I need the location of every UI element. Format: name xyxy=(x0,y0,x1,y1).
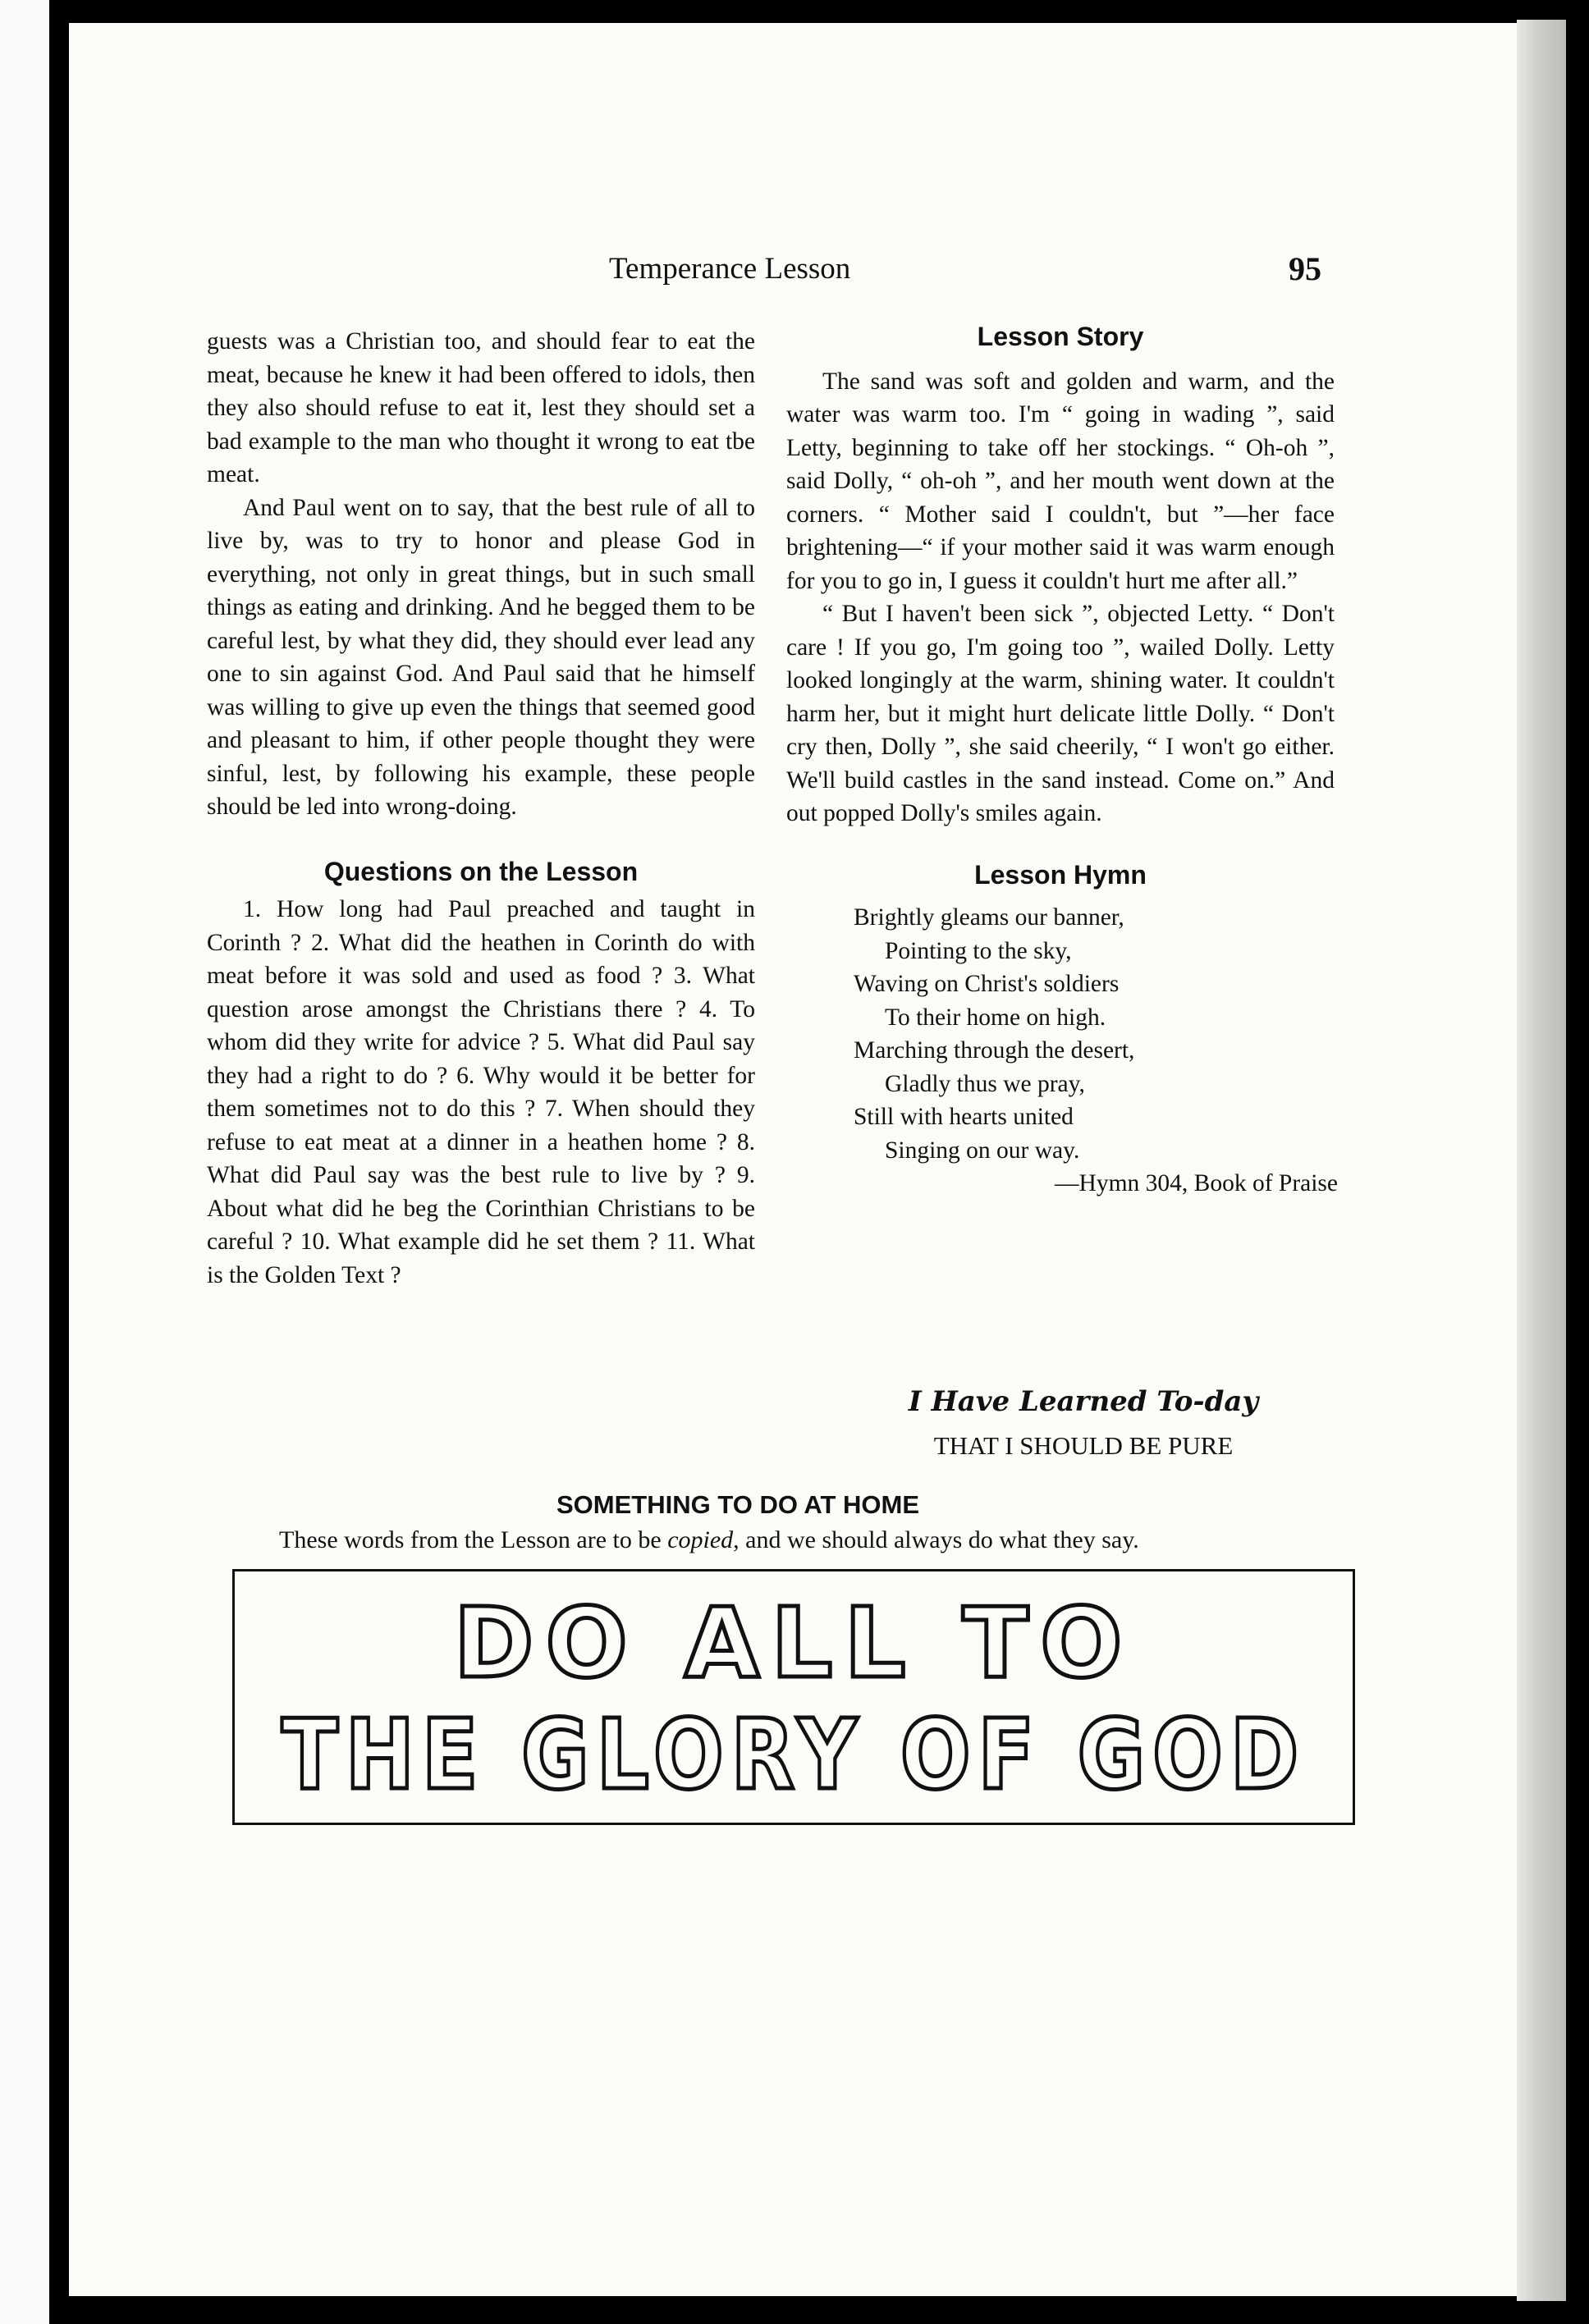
paragraph: And Paul went on to say, that the best rule of all to live by, was to try to honor and please God in everything, not only in great things, but in such small things as eating and drinking. And he begged them to be careful lest, by what they did, they should ever lead any one to sin against God. And Paul said that he himself was willing to give up even the things that seemed good and pleasant to him, if other people thought they were sinful, lest, by following his example, these people should be led into wrong-doing. xyxy=(207,494,755,820)
instructions-emphasis: copied xyxy=(667,1526,734,1553)
instructions-text: , and we should always do what they say. xyxy=(733,1526,1139,1553)
hymn-line: Pointing to the sky, xyxy=(885,937,1072,964)
learned-today-heading: I Have Learned To-day xyxy=(908,1385,1259,1418)
paragraph: guests was a Christian too, and should fear to eat the meat, because he knew it had been offered to idols, then they also should refuse to eat it, lest they should set a bad example to the man who thought it wrong to eat tbe meat. xyxy=(207,328,755,487)
motto-line-1: DO ALL TO xyxy=(453,1586,1134,1700)
hymn-line: Marching through the desert, xyxy=(854,1037,1135,1064)
lesson-story-heading: Lesson Story xyxy=(977,322,1144,351)
hymn-line: Still with hearts united xyxy=(854,1104,1074,1130)
previous-page-edge xyxy=(0,0,49,2324)
instructions-text: These words from the Lesson are to be xyxy=(279,1526,668,1553)
left-column xyxy=(207,325,755,1292)
page-number: 95 xyxy=(1289,250,1321,287)
hymn-source: —Hymn 304, Book of Praise xyxy=(1055,1170,1338,1196)
hymn-verse xyxy=(854,901,1338,1201)
right-column xyxy=(786,320,1338,1201)
story-paragraph: “ But I haven't been sick ”, objected Letty. “ Don't care ! If you go, I'm going too ”, wailed Dolly. Letty looked longingly at the warm, shining water. It couldn't harm her, but it might hurt delicate little Dolly. “ Don't cry then, Dolly ”, she said cheerily, “ I won't go either. We'll build castles in the sand instead. Come on.” And out popped Dolly's smiles again. xyxy=(786,601,1335,826)
learned-today-line: THAT I SHOULD BE PURE xyxy=(933,1431,1234,1460)
questions-text: 1. How long had Paul preached and taught in Corinth ? 2. What did the heathen in Corinth do with meat before it was sold and used as food ? 3. What question arose amongst the Christians there ? 4. To whom did they write for advice ? 5. What did Paul say they had a right to do ? 6. Why would it be better for them sometimes not to do this ? 7. When should they refuse to eat meat at a dinner in a heathen home ? 8. What did Paul say was the best rule to live by ? 9. About what did he beg the Corinthian Christians to be careful ? 10. What example did he set them ? 11. What is the Golden Text ? xyxy=(207,896,755,1288)
hymn-line: Brightly gleams our banner, xyxy=(854,904,1124,931)
hymn-line: Singing on our way. xyxy=(885,1137,1080,1164)
hymn-line: Waving on Christ's soldiers xyxy=(854,971,1120,997)
lesson-hymn-heading: Lesson Hymn xyxy=(974,859,1147,890)
motto-box xyxy=(232,1569,1355,1825)
home-instructions xyxy=(279,1526,1139,1554)
something-to-do-heading: SOMETHING TO DO AT HOME xyxy=(556,1490,920,1519)
page-edge-shadow xyxy=(1517,20,1566,2301)
hymn-line: To their home on high. xyxy=(885,1004,1106,1031)
motto-outline-lettering xyxy=(235,1571,1353,1823)
hymn-line: Gladly thus we pray, xyxy=(885,1070,1085,1097)
questions-heading: Questions on the Lesson xyxy=(323,856,639,886)
motto-line-2: THE GLORY OF GOD xyxy=(282,1698,1306,1811)
running-head: Temperance Lesson xyxy=(609,252,851,286)
story-paragraph: The sand was soft and golden and warm, and the water was warm too. I'm “ going in wading ”, said Letty, beginning to take off her stockings. “ Oh-oh ”, said Dolly, “ oh-oh ”, and her mouth went down at the corners. “ Mother said I couldn't, but ”—her face brightening—“ if your mother said it was warm enough for you to go in, I guess it couldn't hurt me after all.” xyxy=(786,368,1335,594)
